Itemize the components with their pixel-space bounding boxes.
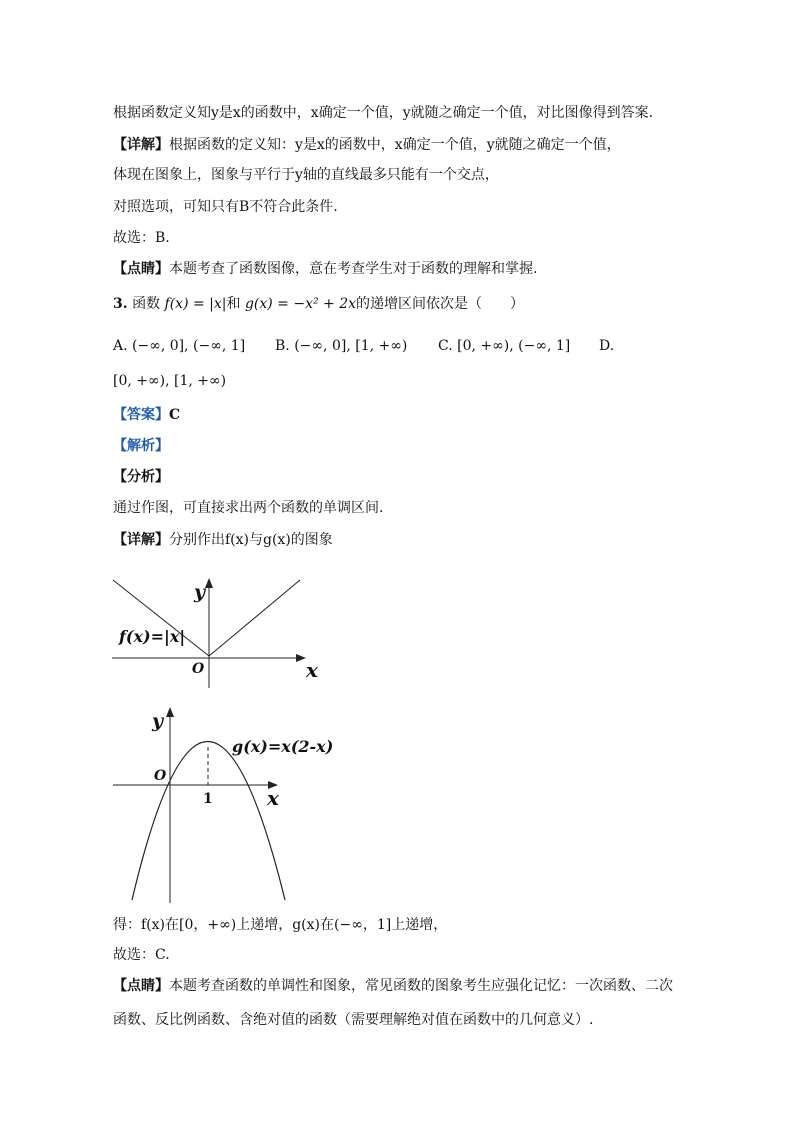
fenxi-tag: 【分析】 xyxy=(113,469,169,485)
origin-label: O xyxy=(192,661,205,677)
y-axis-label: y xyxy=(194,581,206,603)
comment-line-1 xyxy=(113,977,673,995)
answer-tag: 【答案】 xyxy=(113,407,169,423)
prev-choice: 故选：B. xyxy=(113,230,170,246)
prev-detail-line-1 xyxy=(113,136,621,154)
fenxi-text: 通过作图，可直接求出两个函数的单调区间. xyxy=(113,500,384,516)
x-axis-arrow xyxy=(296,654,306,662)
y-axis-arrow xyxy=(166,707,174,717)
choice-line: 故选：C. xyxy=(113,947,170,963)
detail-tag: 【详解】 xyxy=(113,532,169,548)
g-expression: g(x) = −x² + 2x xyxy=(244,296,357,312)
option-d-text: [0, +∞), [1, +∞) xyxy=(113,373,227,389)
abs-right-branch xyxy=(209,580,300,656)
tick-one-label: 1 xyxy=(203,791,213,807)
option-b-text: (−∞, 0], [1, +∞) xyxy=(294,338,408,354)
stem-part-a: 函数 xyxy=(132,296,161,312)
prev-intro: 根据函数定义知y是x的函数中，x确定一个值，y就随之确定一个值，对比图像得到答案. xyxy=(113,105,654,121)
parabola-curve xyxy=(132,742,285,901)
result-line: 得：f(x)在[0，+∞)上递增，g(x)在(−∞，1]上递增， xyxy=(113,917,448,933)
option-b xyxy=(275,337,407,355)
graph-f-abs xyxy=(110,576,340,688)
option-a-label: A. xyxy=(113,338,128,354)
option-c xyxy=(438,337,570,355)
option-a xyxy=(113,337,245,355)
detail-tag: 【详解】 xyxy=(113,137,169,153)
stem-part-c: 的递增区间依次是（ ） xyxy=(356,296,525,312)
prev-detail-line-2: 体现在图象上，图象与平行于y轴的直线最多只能有一个交点， xyxy=(113,167,499,183)
x-axis-label: x xyxy=(306,658,318,682)
prev-comment xyxy=(113,260,537,278)
detail-text: 根据函数的定义知：y是x的函数中，x确定一个值，y就随之确定一个值， xyxy=(169,137,621,153)
comment-text-1: 本题考查函数的单调性和图象，常见函数的图象考生应强化记忆：一次函数、二次 xyxy=(169,978,673,994)
comment-tag: 【点睛】 xyxy=(113,261,169,277)
detail-text: 分别作出f(x)与g(x)的图象 xyxy=(169,532,333,548)
option-d-label: D. xyxy=(599,338,615,354)
option-c-text: [0, +∞), (−∞, 1] xyxy=(457,338,571,354)
question-number: 3. xyxy=(113,296,128,312)
question-3-stem xyxy=(113,295,524,313)
answer-line xyxy=(113,406,180,424)
x-axis-label: x xyxy=(267,786,279,810)
detail-line xyxy=(113,531,333,549)
option-c-label: C. xyxy=(438,338,453,354)
answer-value: C xyxy=(169,407,181,423)
comment-tag: 【点睛】 xyxy=(113,978,169,994)
curve-label: f(x)=|x| xyxy=(119,627,186,646)
comment-text: 本题考查了函数图像，意在考查学生对于函数的理解和掌握. xyxy=(169,261,538,277)
curve-label: g(x)=x(2-x) xyxy=(232,737,334,756)
option-b-label: B. xyxy=(275,338,290,354)
graph-g-parabola xyxy=(110,705,340,905)
y-axis-arrow xyxy=(205,578,213,588)
prev-detail-line-3: 对照选项，可知只有B不符合此条件. xyxy=(113,199,338,215)
analysis-tag: 【解析】 xyxy=(113,438,169,454)
origin-label: O xyxy=(154,768,167,784)
y-axis-label: y xyxy=(152,710,164,732)
option-a-text: (−∞, 0], (−∞, 1] xyxy=(132,338,246,354)
comment-line-2: 函数、反比例函数、含绝对值的函数（需要理解绝对值在函数中的几何意义）. xyxy=(113,1012,594,1028)
stem-part-b: 和 xyxy=(226,296,241,312)
f-expression: f(x) = |x| xyxy=(164,296,227,312)
